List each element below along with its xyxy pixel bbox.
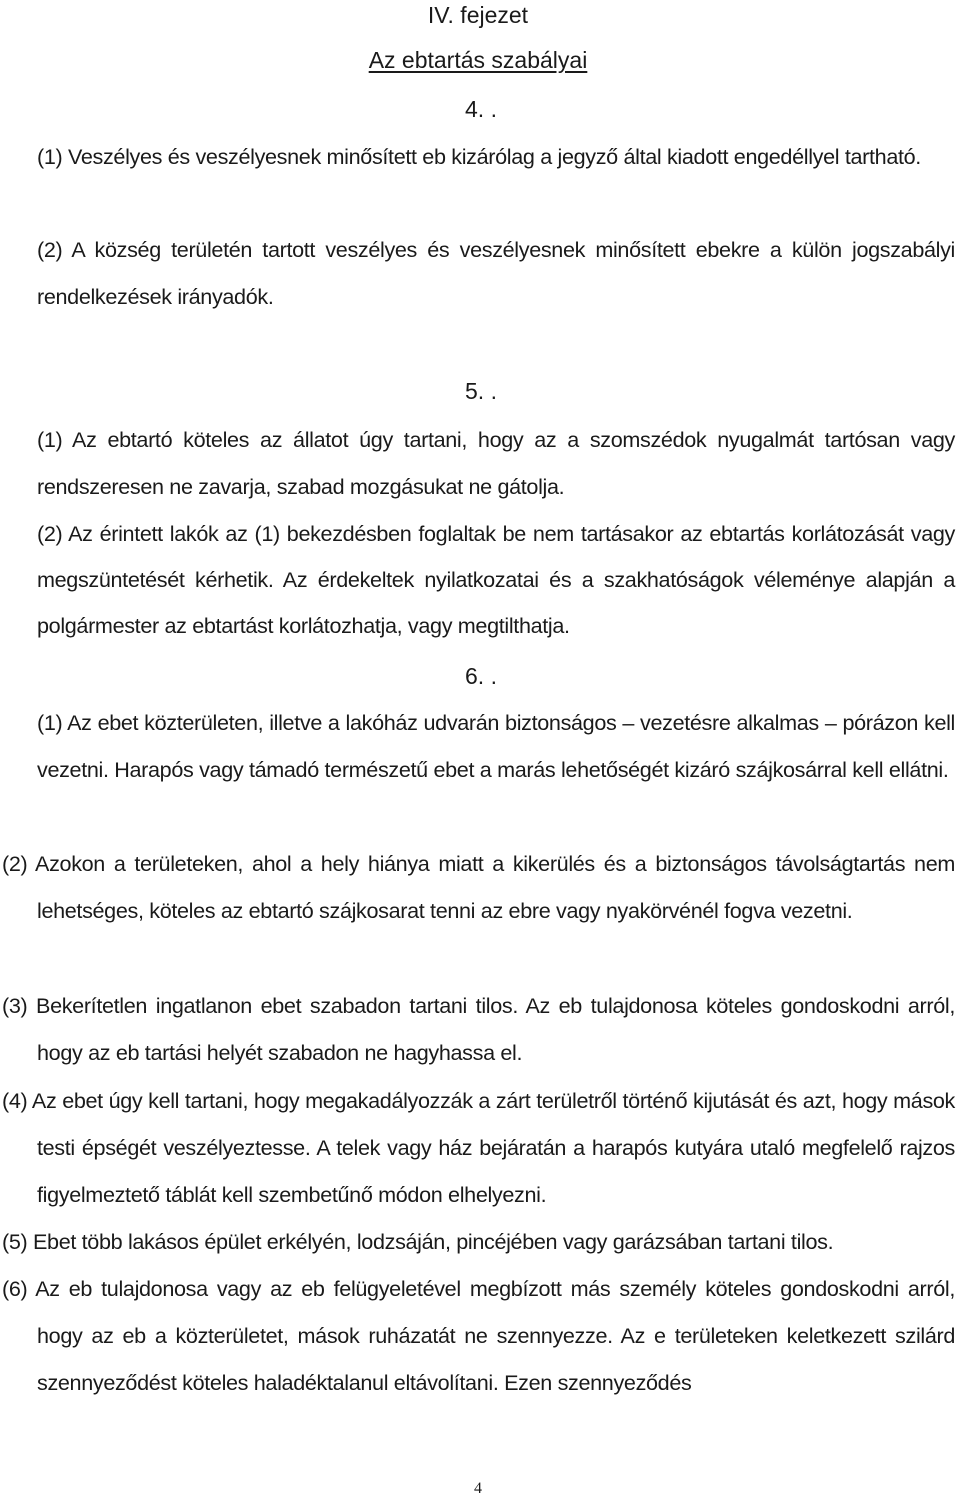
section-6-paragraph-2: (2) Azokon a területeken, ahol a hely hiánya miatt a kikerülés és a biztonságos távolságtartás nem lehetséges, köteles az ebtartó szájkosarat tenni az ebre vagy nyakörvénél fogva vezetni. [2,851,955,923]
section-6-number: 6. . [465,663,497,689]
section-6-paragraph-4: (4) Az ebet úgy kell tartani, hogy megakadályozzák a zárt területről történő kijutását és azt, hogy mások testi épségét veszélyeztesse. A telek vagy ház bejáratán a harapós kutyára utaló megfelelő rajzos figyelmeztető táblát kell szembetűnő módon elhelyezni. [2,1088,955,1207]
chapter-title-text: Az ebtartás szabályai [368,47,588,73]
page-number: 4 [474,1480,482,1497]
section-6-paragraph-5: (5) Ebet több lakásos épület erkélyén, lodzsáján, pincéjében vagy garázsában tartani tilos. [2,1229,834,1254]
section-6-paragraph-1: (1) Az ebet közterületen, illetve a lakóház udvarán biztonságos – vezetésre alkalmas – pórázon kell vezetni. Harapós vagy támadó természetű ebet a marás lehetőségét kizáró szájkosárral kell ellátni. [37,710,955,782]
section-4-paragraph-1: (1) Veszélyes és veszélyesnek minősített eb kizárólag a jegyző által kiadott engedéllyel tartható. [37,144,921,169]
section-6-paragraph-6: (6) Az eb tulajdonosa vagy az eb felügyeletével megbízott más személy köteles gondoskodni arról, hogy az eb a közterületet, mások ruházatát ne szennyezze. Az e területeken keletkezett szilárd szennyeződést köteles haladéktalanul eltávolítani. Ezen szennyeződés [2,1276,955,1395]
section-4-number: 4. . [465,96,497,122]
chapter-title [0,45,956,75]
chapter-heading: IV. fejezet [427,2,529,28]
section-5-paragraph-2: (2) Az érintett lakók az (1) bekezdésben foglaltak be nem tartásakor az ebtartás korlátozását vagy megszüntetését kérhetik. Az érdekeltek nyilatkozatai és a szakhatóságok véleménye alapján a polgármester az ebtartást korlátozhatja, vagy megtilthatja. [37,521,955,638]
section-6-paragraph-3: (3) Bekerítetlen ingatlanon ebet szabadon tartani tilos. Az eb tulajdonosa köteles gondoskodni arról, hogy az eb tartási helyét szabadon ne hagyhassa el. [2,993,955,1065]
section-5-paragraph-1: (1) Az ebtartó köteles az állatot úgy tartani, hogy az a szomszédok nyugalmát tartósan vagy rendszeresen ne zavarja, szabad mozgásukat ne gátolja. [37,427,955,499]
section-5-number: 5. . [465,378,497,404]
section-4-paragraph-2: (2) A község területén tartott veszélyes és veszélyesnek minősített ebekre a külön jogszabályi rendelkezések irányadók. [37,237,955,309]
